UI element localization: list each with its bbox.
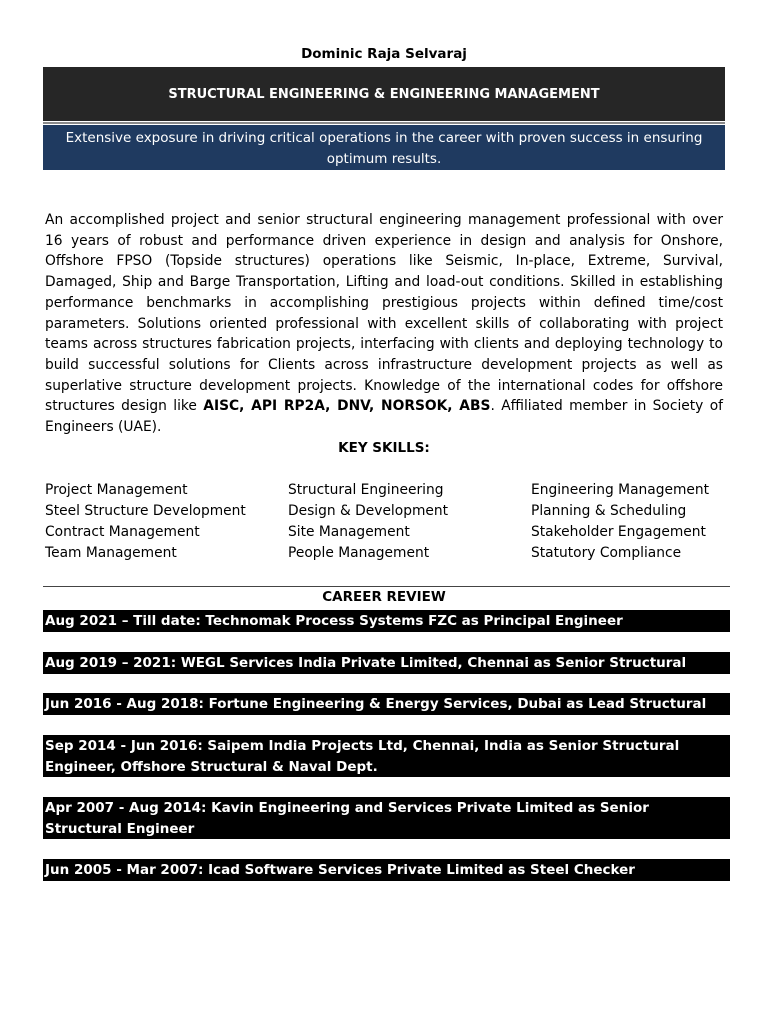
career-entry: Jun 2016 - Aug 2018: Fortune Engineering & Energy Services, Dubai as Lead Structural Engineer	[43, 693, 730, 715]
summary-text: An accomplished project and senior structural engineering management professional with over 16 years of robust and performance driven experience in design and analysis for Onshore, Offshore FPSO (Topside structures) operations like Seismic, In-place, Extreme, Survival, Damaged, Ship and Barge Transportation, Lifting and load-out conditions. Skilled in establishing performance benchmarks in accomplishing prestigious projects within defined time/cost parameters. Solutions oriented professional with excellent skills of collaborating with project teams across structures fabrication projects, interfacing with clients and deploying technology to build successful solutions for Clients across infrastructure development projects as well as superlative structure development projects. Knowledge of the international codes for offshore structures design like	[45, 212, 723, 415]
skill-item: Steel Structure Development	[45, 503, 246, 519]
skill-item: Design & Development	[288, 503, 449, 519]
skill-item: Statutory Compliance	[531, 545, 682, 561]
skill-item: Project Management	[45, 482, 188, 498]
key-skills-heading: KEY SKILLS:	[338, 440, 430, 456]
career-divider	[43, 586, 730, 587]
skills-column-2	[288, 480, 448, 564]
professional-title: STRUCTURAL ENGINEERING & ENGINEERING MANAGEMENT	[168, 86, 600, 102]
candidate-name: Dominic Raja Selvaraj	[301, 46, 467, 62]
career-entry: Jun 2005 - Mar 2007: Icad Software Services Private Limited as Steel Checker	[43, 859, 730, 881]
tagline-text: Extensive exposure in driving critical operations in the career with proven success in ensuring optimum results.	[65, 130, 703, 167]
tagline-banner	[43, 125, 725, 170]
career-entry: Aug 2019 – 2021: WEGL Services India Private Limited, Chennai as Senior Structural Engineer	[43, 652, 730, 674]
title-divider	[43, 122, 725, 124]
summary-affiliation: . Affiliated member in Society of Engineers (UAE).	[45, 398, 723, 436]
career-entry: Aug 2021 – Till date: Technomak Process Systems FZC as Principal Engineer	[43, 610, 730, 632]
skill-item: Structural Engineering	[288, 482, 444, 498]
skill-item: Site Management	[288, 524, 410, 540]
skills-column-3	[531, 480, 709, 564]
skill-item: Planning & Scheduling	[531, 503, 687, 519]
career-entry: Apr 2007 - Aug 2014: Kavin Engineering and Services Private Limited as Senior Structural Engineer	[43, 797, 730, 839]
skill-item: Stakeholder Engagement	[531, 524, 706, 540]
skill-item: Engineering Management	[531, 482, 710, 498]
skills-column-1	[45, 480, 246, 564]
career-review-heading: CAREER REVIEW	[322, 589, 446, 605]
career-entry: Sep 2014 - Jun 2016: Saipem India Projects Ltd, Chennai, India as Senior Structural Engineer, Offshore Structural & Naval Dept.	[43, 735, 730, 777]
skill-item: Contract Management	[45, 524, 200, 540]
skill-item: Team Management	[45, 545, 177, 561]
title-banner	[43, 67, 725, 121]
skill-item: People Management	[288, 545, 430, 561]
summary-codes: AISC, API RP2A, DNV, NORSOK, ABS	[203, 398, 491, 415]
profile-summary	[45, 210, 723, 438]
